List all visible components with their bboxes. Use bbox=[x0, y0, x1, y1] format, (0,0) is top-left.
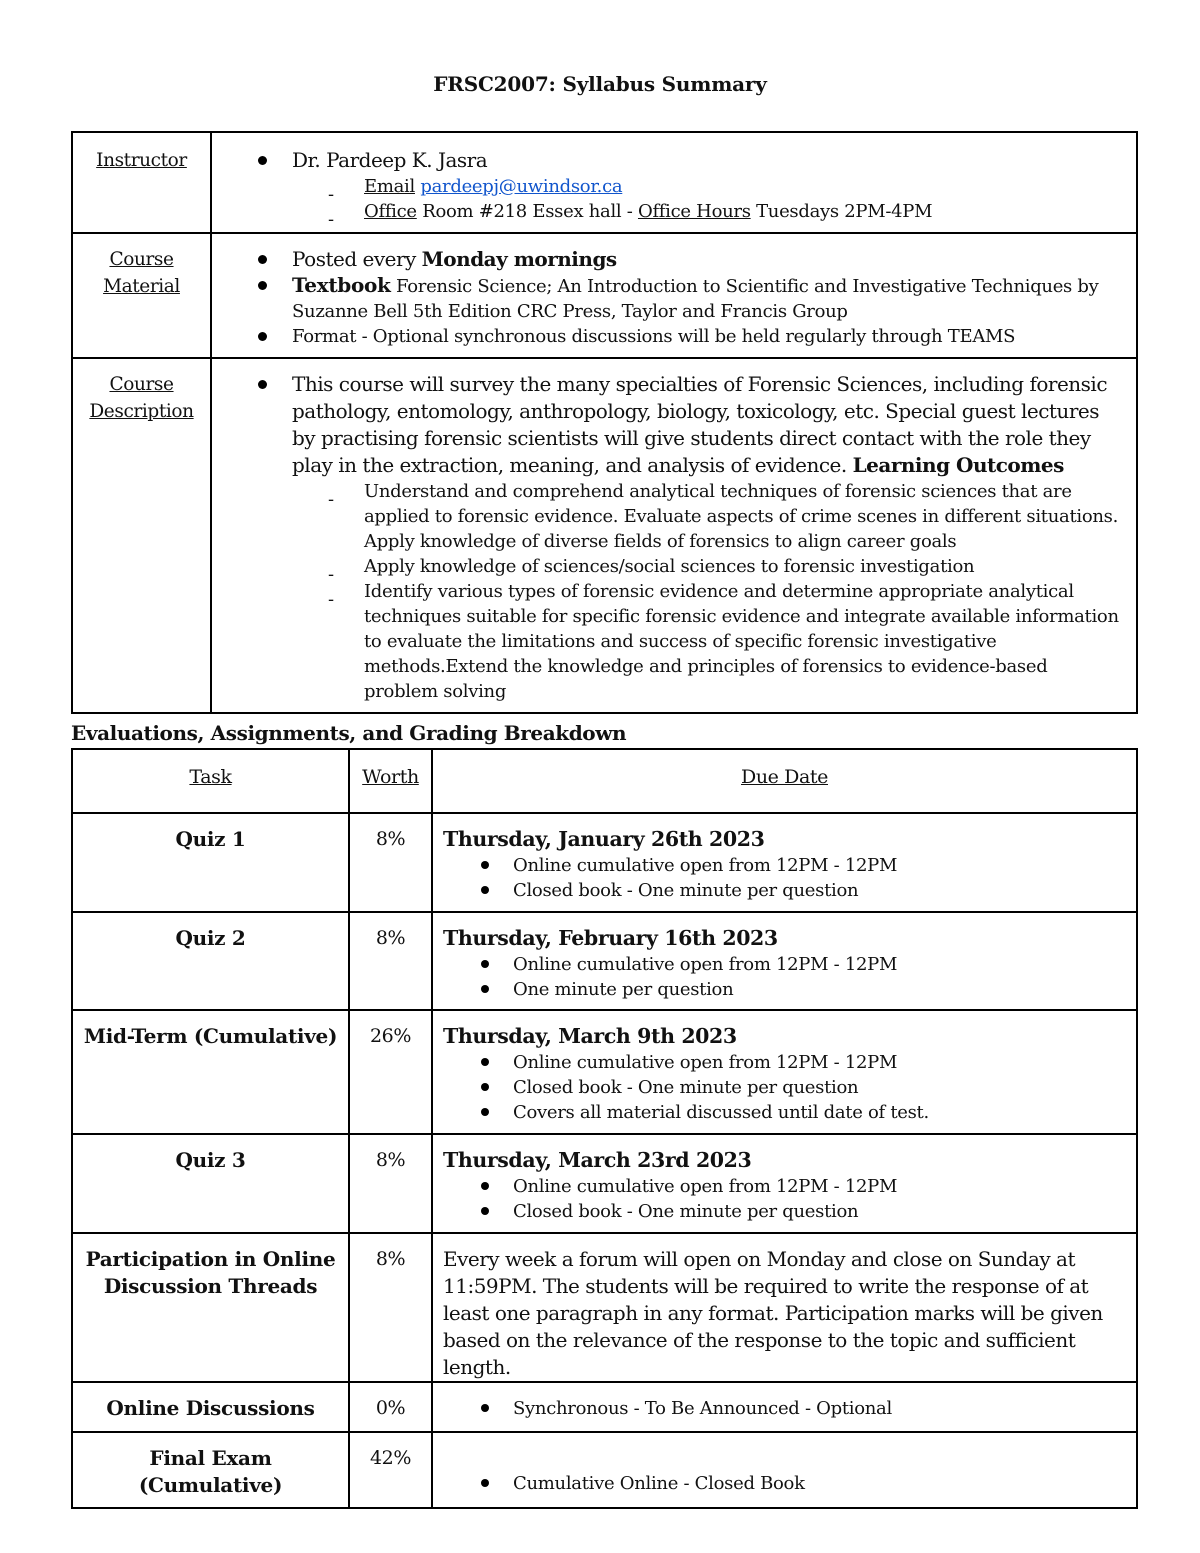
due-note: One minute per question bbox=[481, 977, 1124, 1002]
task-worth: 42% bbox=[349, 1432, 432, 1508]
page-title: FRSC2007: Syllabus Summary bbox=[433, 72, 767, 96]
grading-row-online-discussions bbox=[72, 1382, 1137, 1432]
task-name: Mid-Term (Cumulative) bbox=[72, 1010, 349, 1134]
task-worth: 8% bbox=[349, 1233, 432, 1382]
instructor-email-line bbox=[328, 174, 1120, 199]
grading-row-quiz-2 bbox=[72, 912, 1137, 1010]
due-note: Online cumulative open from 12PM - 12PM bbox=[481, 1174, 1124, 1199]
office-label: Office bbox=[364, 201, 417, 222]
task-due bbox=[432, 1134, 1137, 1233]
header-task: Task bbox=[72, 749, 349, 813]
grading-row-final-exam bbox=[72, 1432, 1137, 1508]
instructor-label: Instructor bbox=[96, 150, 187, 171]
due-note: Cumulative Online - Closed Book bbox=[481, 1471, 1124, 1496]
grading-row-participation bbox=[72, 1233, 1137, 1382]
email-link[interactable]: pardeepj@uwindsor.ca bbox=[420, 176, 623, 197]
task-worth: 26% bbox=[349, 1010, 432, 1134]
due-note: Online cumulative open from 12PM - 12PM bbox=[481, 1050, 1124, 1075]
outcome-item: - Identify various types of forensic evidence and determine appropriate analytical techniques suitable for specific forensic evidence and integrate available information to evaluate the limitations and success of specific forensic investigative methods.Extend the knowledge and principles of forensics to evidence-based problem solving bbox=[328, 579, 1120, 704]
textbook-item: Textbook Forensic Science; An Introduction to Scientific and Investigative Techniques by Suzanne Bell 5th Edition CRC Press, Taylor and Francis Group bbox=[258, 273, 1120, 324]
task-due bbox=[432, 1432, 1137, 1508]
instructor-row bbox=[72, 132, 1137, 233]
grading-row-midterm bbox=[72, 1010, 1137, 1134]
grading-row-quiz-1 bbox=[72, 813, 1137, 912]
task-worth: 8% bbox=[349, 912, 432, 1010]
due-date: Thursday, February 16th 2023 bbox=[443, 926, 778, 950]
posted-item: Posted every Monday mornings bbox=[258, 246, 1120, 273]
task-name: Quiz 2 bbox=[72, 912, 349, 1010]
participation-description: Every week a forum will open on Monday and close on Sunday at 11:59PM. The students will be required to write the response of at least one paragraph in any format. Participation marks will be given based on the relevance of the response to the topic and sufficient length. bbox=[443, 1247, 1103, 1379]
course-description-row bbox=[72, 358, 1137, 713]
course-description-label-cell bbox=[72, 358, 211, 713]
course-material-content bbox=[211, 233, 1137, 358]
course-material-row bbox=[72, 233, 1137, 358]
task-worth: 8% bbox=[349, 813, 432, 912]
task-due bbox=[432, 1233, 1137, 1382]
instructor-label-cell bbox=[72, 132, 211, 233]
instructor-office-line: - Office Room #218 Essex hall - Office Hours Tuesdays 2PM-4PM bbox=[328, 199, 1120, 224]
task-due bbox=[432, 1382, 1137, 1432]
task-worth: 8% bbox=[349, 1134, 432, 1233]
task-due bbox=[432, 1010, 1137, 1134]
due-note: Synchronous - To Be Announced - Optional bbox=[481, 1396, 1124, 1421]
grading-header-row bbox=[72, 749, 1137, 813]
due-date: Thursday, March 9th 2023 bbox=[443, 1024, 737, 1048]
grading-heading: Evaluations, Assignments, and Grading Breakdown bbox=[71, 721, 627, 745]
instructor-name: Dr. Pardeep K. Jasra - Email pardeepj@uwindsor.ca - Office Room #218 Essex hall - Office Hours Tuesdays 2PM-4PM bbox=[258, 147, 1120, 224]
task-name: Quiz 1 bbox=[72, 813, 349, 912]
description-item: This course will survey the many specialties of Forensic Sciences, including forensic pathology, entomology, anthropology, biology, toxicology, etc. Special guest lectures by practising forensic scientists will give students direct contact with the role they play in the extraction, meaning, and analysis of evidence. Learning Outcomes - Understand and comprehend analytical techniques of forensic sciences that are applied to forensic evidence. Evaluate aspects of crime scenes in different situations. Apply knowledge of diverse fields of forensics to align career goals - Apply knowledge of sciences/social sciences to forensic investigation - Identify various types of forensic evidence and determine appropriate analytical techniques suitable for specific forensic evidence and integrate available information to evaluate the limitations and success of specific forensic investigative methods.Extend the knowledge and principles of forensics to evidence-based problem solving bbox=[258, 371, 1120, 704]
task-due bbox=[432, 813, 1137, 912]
due-note: Covers all material discussed until date of test. bbox=[481, 1100, 1124, 1125]
format-item: Format - Optional synchronous discussions will be held regularly through TEAMS bbox=[258, 324, 1120, 349]
syllabus-table bbox=[71, 131, 1138, 714]
task-worth: 0% bbox=[349, 1382, 432, 1432]
due-note: Online cumulative open from 12PM - 12PM bbox=[481, 952, 1124, 977]
header-worth: Worth bbox=[349, 749, 432, 813]
grading-table bbox=[71, 748, 1138, 1509]
course-description-content bbox=[211, 358, 1137, 713]
due-note: Online cumulative open from 12PM - 12PM bbox=[481, 853, 1124, 878]
task-name: Online Discussions bbox=[72, 1382, 349, 1432]
outcome-item: - Apply knowledge of sciences/social sciences to forensic investigation bbox=[328, 554, 1120, 579]
outcome-item: - Understand and comprehend analytical techniques of forensic sciences that are applied to forensic evidence. Evaluate aspects of crime scenes in different situations. Apply knowledge of diverse fields of forensics to align career goals bbox=[328, 479, 1120, 554]
course-material-label-2: Material bbox=[103, 276, 180, 297]
instructor-content bbox=[211, 132, 1137, 233]
course-material-label-cell bbox=[72, 233, 211, 358]
task-name: Participation in Online Discussion Threads bbox=[72, 1233, 349, 1382]
due-note: Closed book - One minute per question bbox=[481, 1075, 1124, 1100]
task-due bbox=[432, 912, 1137, 1010]
header-due-date: Due Date bbox=[432, 749, 1137, 813]
task-name: Final Exam (Cumulative) bbox=[72, 1432, 349, 1508]
grading-row-quiz-3 bbox=[72, 1134, 1137, 1233]
course-material-label-1: Course bbox=[109, 249, 174, 270]
course-description-label-1: Course bbox=[109, 374, 174, 395]
email-label: Email bbox=[364, 176, 415, 197]
task-name: Quiz 3 bbox=[72, 1134, 349, 1233]
due-date: Thursday, March 23rd 2023 bbox=[443, 1148, 752, 1172]
due-note: Closed book - One minute per question bbox=[481, 878, 1124, 903]
due-note: Closed book - One minute per question bbox=[481, 1199, 1124, 1224]
due-date: Thursday, January 26th 2023 bbox=[443, 827, 765, 851]
office-hours-label: Office Hours bbox=[637, 201, 751, 222]
course-description-label-2: Description bbox=[89, 401, 194, 422]
